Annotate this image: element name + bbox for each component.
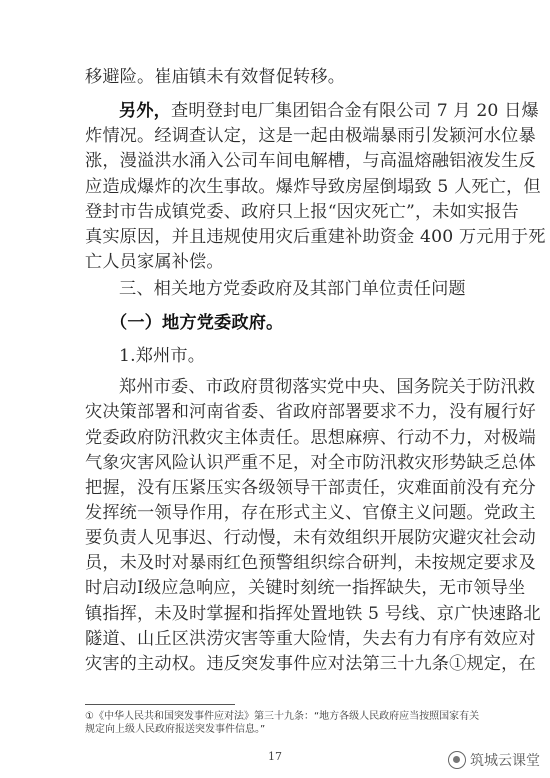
- section-heading: 三、相关地方党委政府及其部门单位责任问题: [119, 279, 466, 299]
- body-line-18: 要负责人见事迟、行动慢，未有效组织开展防灾避灾社会动: [85, 528, 536, 548]
- watermark: [448, 750, 540, 770]
- body-line-23: 灾害的主动权。违反突发事件应对法第三十九条①规定，在: [85, 654, 536, 674]
- body-line-7: 真实原因，并且违规使用灾后重建补助资金 400 万元用于死: [85, 227, 546, 247]
- body-line-19: 员，未及时对暴雨红色预警组织综合研判，未按规定要求及: [85, 553, 536, 573]
- body-line-17: 发挥统一领导作用，存在形式主义、官僚主义问题。党政主: [85, 503, 536, 523]
- body-line-3: 炸情况。经调查认定，这是一起由极端暴雨引发颍河水位暴: [85, 126, 536, 146]
- bold-lead: 另外，: [119, 101, 172, 121]
- watermark-text: 筑城云课堂: [470, 753, 540, 769]
- watermark-logo-icon: [448, 751, 466, 769]
- body-line-22: 隧道、山丘区洪涝灾害等重大险情，失去有力有序有效应对: [85, 629, 536, 649]
- body-line-20: 时启动Ⅰ级应急响应，关键时刻统一指挥缺失，无市领导坐: [85, 578, 526, 598]
- footnote-line-1: ①《中华人民共和国突发事件应对法》第三十九条：“地方各级人民政府应当按照国家有关: [85, 711, 480, 722]
- body-line-16: 把握，没有压紧压实各级领导干部责任，灾难面前没有充分: [85, 478, 536, 498]
- body-line-6: 登封市告成镇党委、政府只上报“因灾死亡”，未如实报告: [85, 202, 519, 222]
- page-number: 17: [268, 750, 282, 763]
- footnote-line-2: 规定向上级人民政府报送突发事件信息。”: [85, 724, 266, 735]
- body-line-8: 亡人员家属补偿。: [85, 252, 224, 272]
- body-line-12: 郑州市委、市政府贯彻落实党中央、国务院关于防汛救: [119, 377, 536, 397]
- item-heading: 1.郑州市。: [119, 346, 206, 366]
- body-line-21: 镇指挥，未及时掌握和指挥处置地铁 5 号线、京广快速路北: [85, 604, 541, 624]
- body-line-14: 党委政府防汛救灾主体责任。思想麻痹、行动不力，对极端: [85, 428, 536, 448]
- subsection-heading: （一）地方党委政府。: [110, 313, 284, 333]
- body-line-4: 涨，漫溢洪水涌入公司车间电解槽，与高温熔融铝液发生反: [85, 151, 536, 171]
- body-line-5: 应造成爆炸的次生事故。爆炸导致房屋倒塌致 5 人死亡，但: [85, 177, 541, 197]
- body-line-13: 灾决策部署和河南省委、省政府部署要求不力，没有履行好: [85, 402, 536, 422]
- body-line-1: 移避险。崔庙镇未有效督促转移。: [85, 67, 346, 87]
- body-line-2: [119, 100, 539, 122]
- footnote-divider: [85, 704, 235, 705]
- body-line-15: 气象灾害风险认识严重不足，对全市防汛救灾形势缺乏总体: [85, 453, 536, 473]
- body-line-2-text: 查明登封电厂集团铝合金有限公司 7 月 20 日爆: [171, 101, 539, 121]
